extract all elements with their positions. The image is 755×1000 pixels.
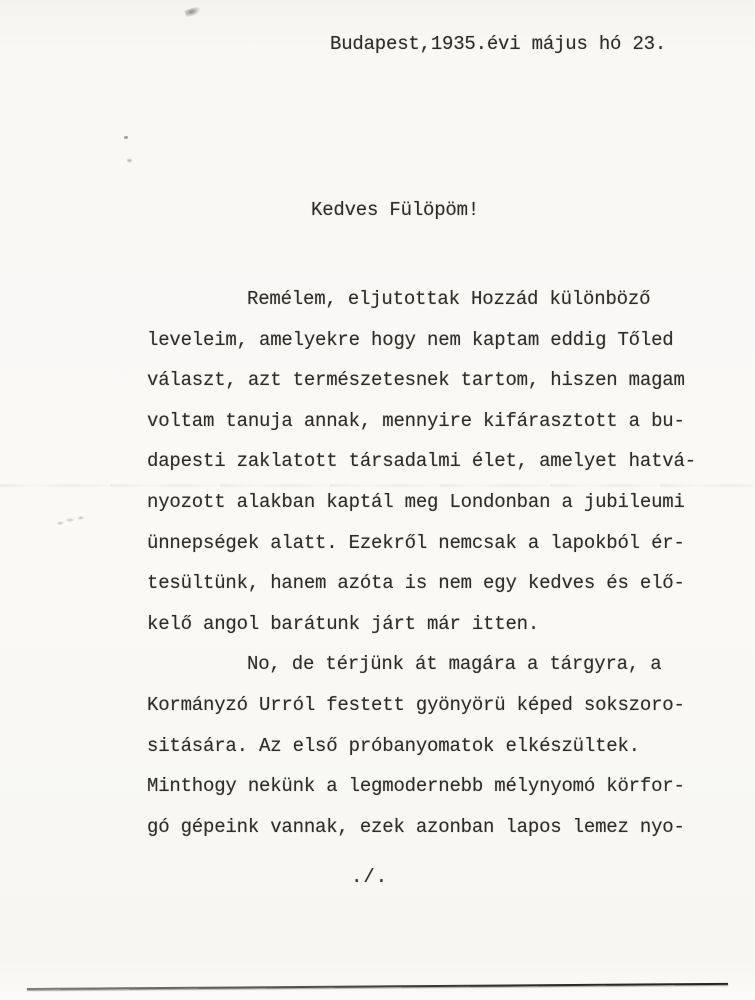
letter-line: Kormányzó Urról festett gyönyörü képed sokszoro- bbox=[147, 693, 685, 716]
letter-body bbox=[147, 279, 737, 847]
scan-smudge bbox=[184, 6, 202, 19]
letter-line: sitására. Az első próbanyomatok elkészültek. bbox=[147, 734, 640, 757]
letter-line: gó gépeink vannak, ezek azonban lapos lemez nyo- bbox=[147, 815, 685, 838]
letter-line: voltam tanuja annak, mennyire kifárasztott a bu- bbox=[147, 409, 685, 432]
letter-line: Remélem, eljutottak Hozzád különböző bbox=[247, 288, 651, 310]
paper-speck bbox=[126, 158, 133, 163]
letter-line: választ, azt természetesnek tartom, hiszen magam bbox=[147, 369, 685, 392]
letter-line: leveleim, amelyekre hogy nem kaptam eddig Tőled bbox=[147, 328, 674, 351]
paper-speck bbox=[124, 136, 128, 139]
letter-line: kelő angol barátunk járt már itten. bbox=[147, 612, 540, 635]
paper-bottom-edge bbox=[27, 983, 728, 990]
letter-line: tesültünk, hanem azóta is nem egy kedves és elő- bbox=[147, 572, 685, 595]
letter-line: ünnepségek alatt. Ezekről nemcsak a lapokból ér- bbox=[147, 531, 685, 554]
dateline: Budapest,1935.évi május hó 23. bbox=[330, 33, 667, 55]
salutation: Kedves Fülöpöm! bbox=[311, 199, 480, 221]
pencil-smudge bbox=[54, 514, 89, 527]
letter-line: Minthogy nekünk a legmodernebb mélynyomó körfor- bbox=[147, 775, 685, 798]
continuation-mark: ./. bbox=[351, 866, 389, 888]
letter-line: dapesti zaklatott társadalmi élet, amelyet hatvá- bbox=[147, 450, 696, 473]
letter-line: No, de térjünk át magára a tárgyra, a bbox=[247, 653, 662, 676]
letter-line: nyozott alakban kaptál meg Londonban a jubileumi bbox=[147, 490, 685, 513]
